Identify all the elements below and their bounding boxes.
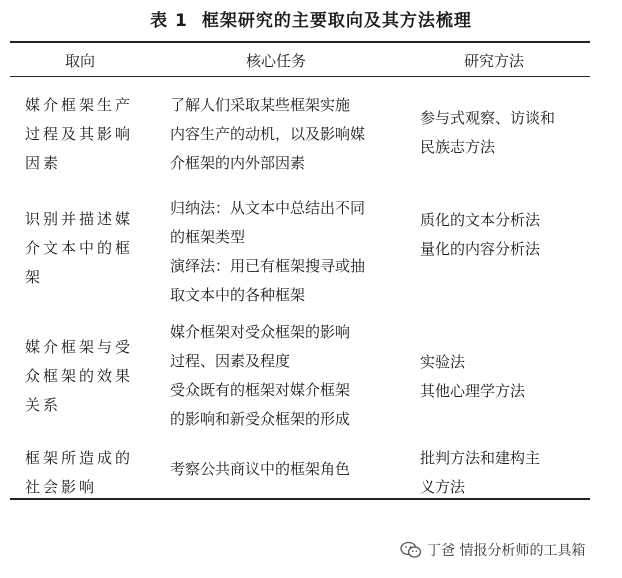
row-2-orientation	[25, 205, 155, 292]
row-2-orientation-line: 架	[25, 268, 44, 286]
row-4-task-line: 考察公共商议中的框架角色	[170, 460, 351, 478]
row-1-orientation-line: 媒介框架生产	[25, 96, 134, 114]
row-1-orientation-line: 过程及其影响	[25, 125, 134, 143]
row-2-method	[420, 206, 605, 264]
header-rule	[10, 76, 590, 77]
row-3-orientation-line: 媒介框架与受	[25, 338, 134, 356]
row-1-orientation	[25, 91, 155, 178]
table-label: 表 1	[150, 11, 188, 31]
header-core-task: 核心任务	[246, 52, 307, 70]
row-4-orientation	[25, 444, 155, 502]
row-3-task-line: 过程、因素及程度	[170, 352, 291, 370]
row-1-orientation-line: 因素	[25, 154, 62, 172]
bottom-rule	[10, 498, 590, 500]
row-2-task-line: 归纳法：从文本中总结出不同	[170, 199, 366, 217]
row-2-task-line: 的框架类型	[170, 228, 246, 246]
row-4-task	[170, 455, 415, 484]
row-4-method-line: 义方法	[420, 478, 466, 496]
watermark-text: 丁爸 情报分析师的工具箱	[427, 543, 586, 559]
row-1-method-line: 参与式观察、访谈和	[420, 109, 556, 127]
row-4-orientation-line: 社会影响	[25, 478, 98, 496]
row-4-orientation-line: 框架所造成的	[25, 449, 134, 467]
row-1-task-line: 内容生产的动机，以及影响媒	[170, 125, 366, 143]
row-4-method	[420, 444, 605, 502]
row-1-method-line: 民族志方法	[420, 138, 496, 156]
row-3-task	[170, 318, 415, 434]
row-3-method	[420, 348, 605, 406]
row-2-task	[170, 194, 415, 310]
row-3-method-line: 实验法	[420, 353, 466, 371]
watermark	[400, 540, 585, 560]
row-3-task-line: 受众既有的框架对媒介框架	[170, 381, 351, 399]
row-3-method-line: 其他心理学方法	[420, 382, 526, 400]
row-3-orientation-line: 众框架的效果	[25, 367, 134, 385]
header-orientation: 取向	[65, 52, 96, 70]
row-2-orientation-line: 识别并描述媒	[25, 210, 134, 228]
table-title	[0, 6, 622, 31]
top-rule	[10, 41, 590, 43]
row-2-task-line: 演绎法：用已有框架搜寻或抽	[170, 257, 366, 275]
row-1-task	[170, 91, 415, 178]
row-2-method-line: 量化的内容分析法	[420, 240, 541, 258]
row-1-task-line: 了解人们采取某些框架实施	[170, 96, 351, 114]
row-2-orientation-line: 介文本中的框	[25, 239, 134, 257]
header-method: 研究方法	[464, 52, 525, 70]
row-3-task-line: 媒介框架对受众框架的影响	[170, 323, 351, 341]
table-title-text: 框架研究的主要取向及其方法梳理	[201, 11, 472, 31]
row-1-method	[420, 104, 605, 162]
wechat-icon	[400, 541, 422, 559]
row-2-task-line: 取文本中的各种框架	[170, 286, 306, 304]
row-3-task-line: 的影响和新受众框架的形成	[170, 410, 351, 428]
row-3-orientation	[25, 333, 155, 420]
row-3-orientation-line: 关系	[25, 396, 62, 414]
row-2-method-line: 质化的文本分析法	[420, 211, 541, 229]
row-4-method-line: 批判方法和建构主	[420, 449, 541, 467]
row-1-task-line: 介框架的内外部因素	[170, 154, 306, 172]
